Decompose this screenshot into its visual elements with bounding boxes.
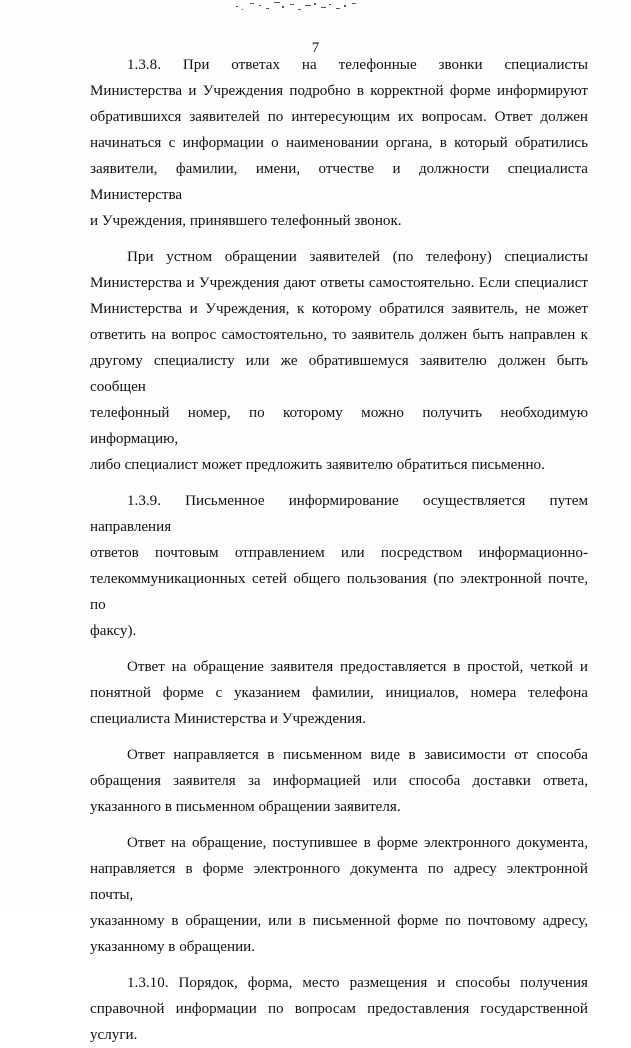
- paragraph-line: ответить на вопрос самостоятельно, то заявитель должен быть направлен к: [90, 327, 588, 343]
- paragraph-response-form: [90, 654, 588, 732]
- paragraph-line: указанного в письменном обращении заявителя.: [90, 799, 401, 815]
- paragraph-line: Ответ на обращение, поступившее в форме электронного документа,: [127, 835, 588, 851]
- page-number: 7: [311, 40, 320, 56]
- paragraph-line: 1.3.10. Порядок, форма, место размещения и способы получения: [127, 975, 588, 991]
- paragraph-line: Министерства и Учреждения дают ответы самостоятельно. Если специалист: [90, 275, 588, 291]
- paragraph-line: указанному в обращении.: [90, 939, 255, 955]
- paragraph-line: При устном обращении заявителей (по телефону) специалисты: [127, 249, 588, 265]
- paragraph-line: обращения заявителя за информацией или способа доставки ответа,: [90, 773, 588, 789]
- paragraph-written-response: [90, 742, 588, 820]
- paragraph-line: услуги.: [90, 1027, 138, 1043]
- paragraph-line: ответов почтовым отправлением или посредством информационно-: [90, 545, 588, 561]
- paragraph-line: направляется в форме электронного документа по адресу электронной почты,: [90, 861, 588, 903]
- scan-artifact: [228, 0, 368, 16]
- paragraph-line: обратившихся заявителей по интересующим их вопросам. Ответ должен: [90, 109, 588, 125]
- paragraph-line: начинаться с информации о наименовании органа, в который обратились: [90, 135, 588, 151]
- paragraph-line: Министерства и Учреждения подробно в корректной форме информируют: [90, 83, 588, 99]
- paragraph-line: и Учреждения, принявшего телефонный звонок.: [90, 213, 402, 229]
- paragraph-line: факсу).: [90, 623, 137, 639]
- paragraph-1-3-10: [90, 970, 588, 1048]
- paragraph-line: либо специалист может предложить заявителю обратиться письменно.: [90, 457, 545, 473]
- paragraph-line: 1.3.8. При ответах на телефонные звонки специалисты: [127, 57, 588, 73]
- paragraph-line: другому специалисту или же обратившемуся заявителю должен быть сообщен: [90, 353, 588, 395]
- paragraph-1-3-8: [90, 52, 588, 234]
- paragraph-line: телефонный номер, по которому можно получить необходимую информацию,: [90, 405, 588, 447]
- paragraph-line: Ответ на обращение заявителя предоставляется в простой, четкой и: [127, 659, 588, 675]
- paragraph-electronic-response: [90, 830, 588, 960]
- paragraph-line: заявители, фамилии, имени, отчестве и должности специалиста Министерства: [90, 161, 588, 203]
- paragraph-line: 1.3.9. Письменное информирование осуществляется путем направления: [90, 493, 588, 535]
- paragraph-oral-inquiry: [90, 244, 588, 478]
- paragraph-1-3-9: [90, 488, 588, 644]
- paragraph-line: понятной форме с указанием фамилии, инициалов, номера телефона: [90, 685, 588, 701]
- paragraph-line: специалиста Министерства и Учреждения.: [90, 711, 366, 727]
- paragraph-line: Министерства и Учреждения, к которому обратился заявитель, не может: [90, 301, 588, 317]
- paragraph-line: справочной информации по вопросам предоставления государственной: [90, 1001, 588, 1017]
- paragraph-line: указанному в обращении, или в письменной форме по почтовому адресу,: [90, 913, 588, 929]
- document-body: [90, 52, 588, 1048]
- paragraph-line: телекоммуникационных сетей общего пользования (по электронной почте, по: [90, 571, 588, 613]
- paragraph-line: Ответ направляется в письменном виде в зависимости от способа: [127, 747, 588, 763]
